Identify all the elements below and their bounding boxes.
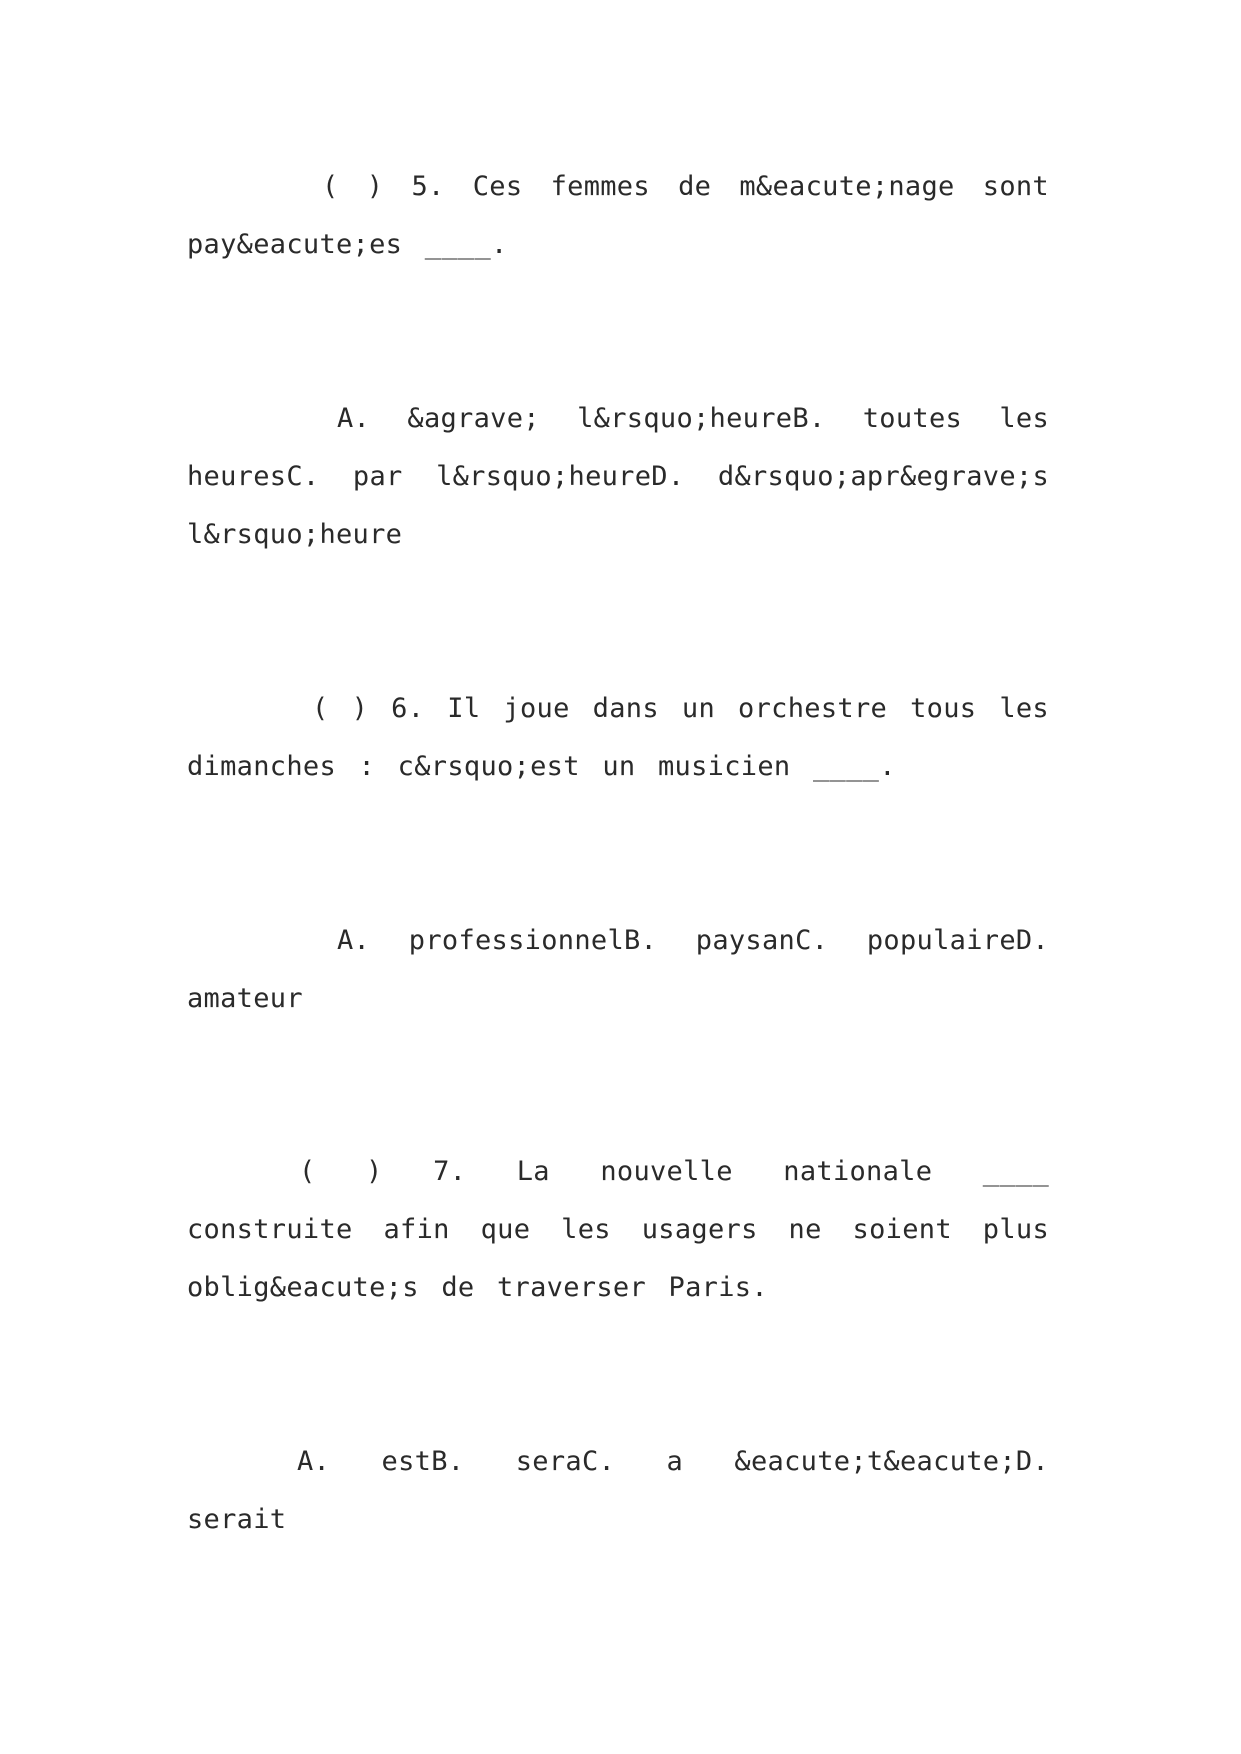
question-7-options: A. estB. seraC. a &eacute;t&eacute;D. serait <box>187 1446 1049 1535</box>
question-5: ( ) 5. Ces femmes de m&eacute;nage sont pay&eacute;es ____. <box>187 171 1049 260</box>
question-7: ( ) 7. La nouvelle nationale ____ construite afin que les usagers ne soient plus oblig&eacute;s de traverser Paris. <box>187 1156 1049 1303</box>
question-6-options: A. professionnelB. paysanC. populaireD. amateur <box>187 925 1049 1014</box>
question-6: ( ) 6. Il joue dans un orchestre tous les dimanches : c&rsquo;est un musicien ____. <box>187 693 1049 782</box>
question-5-options: A. &agrave; l&rsquo;heureB. toutes les heuresC. par l&rsquo;heureD. d&rsquo;apr&egrave;s l&rsquo;heure <box>187 403 1049 550</box>
